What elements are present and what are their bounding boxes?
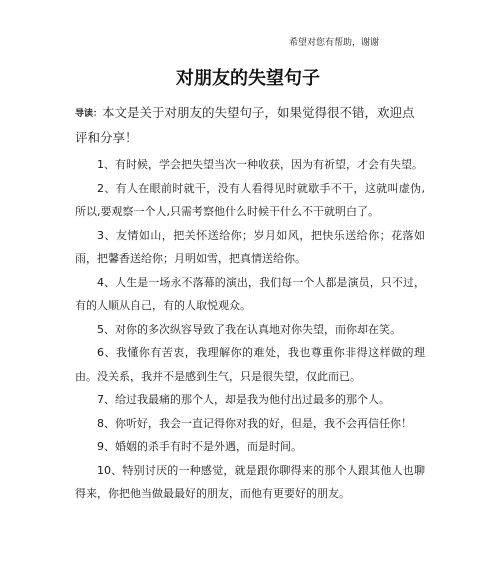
body-paragraph: 9、婚姻的杀手有时不是外遇，而是时间。	[97, 440, 302, 453]
body-paragraph: 6、我懂你有苦衷，我理解你的难处，我也尊重你非得这样做的理由。没关系，我并不是感到生气，只是很失望，仅此而已。	[75, 346, 425, 383]
intro-text: 本文是关于对朋友的失望句子，如果觉得很不错，欢迎点评和分享！	[75, 105, 415, 145]
document-title: 对朋友的失望句子	[176, 68, 320, 89]
body-paragraph: 2、有人在眼前时就干，没有人看得见时就歇手不干，这就叫虚伪,所以,要观察一个人,只需考察他什么时候干什么不干就明白了。	[75, 181, 425, 218]
header-note: 希望对您有帮助，谢谢	[288, 38, 379, 48]
intro-paragraph	[75, 101, 425, 149]
document-body	[75, 153, 425, 506]
body-paragraph: 3、友情如山，把关怀送给你；岁月如风，把快乐送给你；花落如雨，把馨香送给你；月明如雪，把真情送给你。	[75, 228, 425, 265]
body-paragraph: 4、人生是一场永不落幕的演出，我们每一个人都是演员，只不过，有的人顺从自己，有的人取悦观众。	[75, 275, 425, 312]
intro-label: 导读：	[75, 109, 103, 119]
body-paragraph: 5、对你的多次纵容导致了我在认真地对你失望，而你却在笑。	[97, 322, 401, 336]
body-paragraph: 8、你听好，我会一直记得你对我的好，但是，我不会再信任你！	[97, 416, 412, 430]
body-paragraph: 1、有时候，学会把失望当次一种收获，因为有祈望，才会有失望。	[97, 158, 423, 171]
body-paragraph: 7、给过我最痛的那个人，却是我为他付出过最多的那个人。	[97, 393, 390, 406]
body-paragraph: 10、特别讨厌的一种感觉，就是跟你聊得来的那个人跟其他人也聊得来，你把他当做最最好的朋友，而他有更要好的朋友。	[75, 463, 425, 500]
